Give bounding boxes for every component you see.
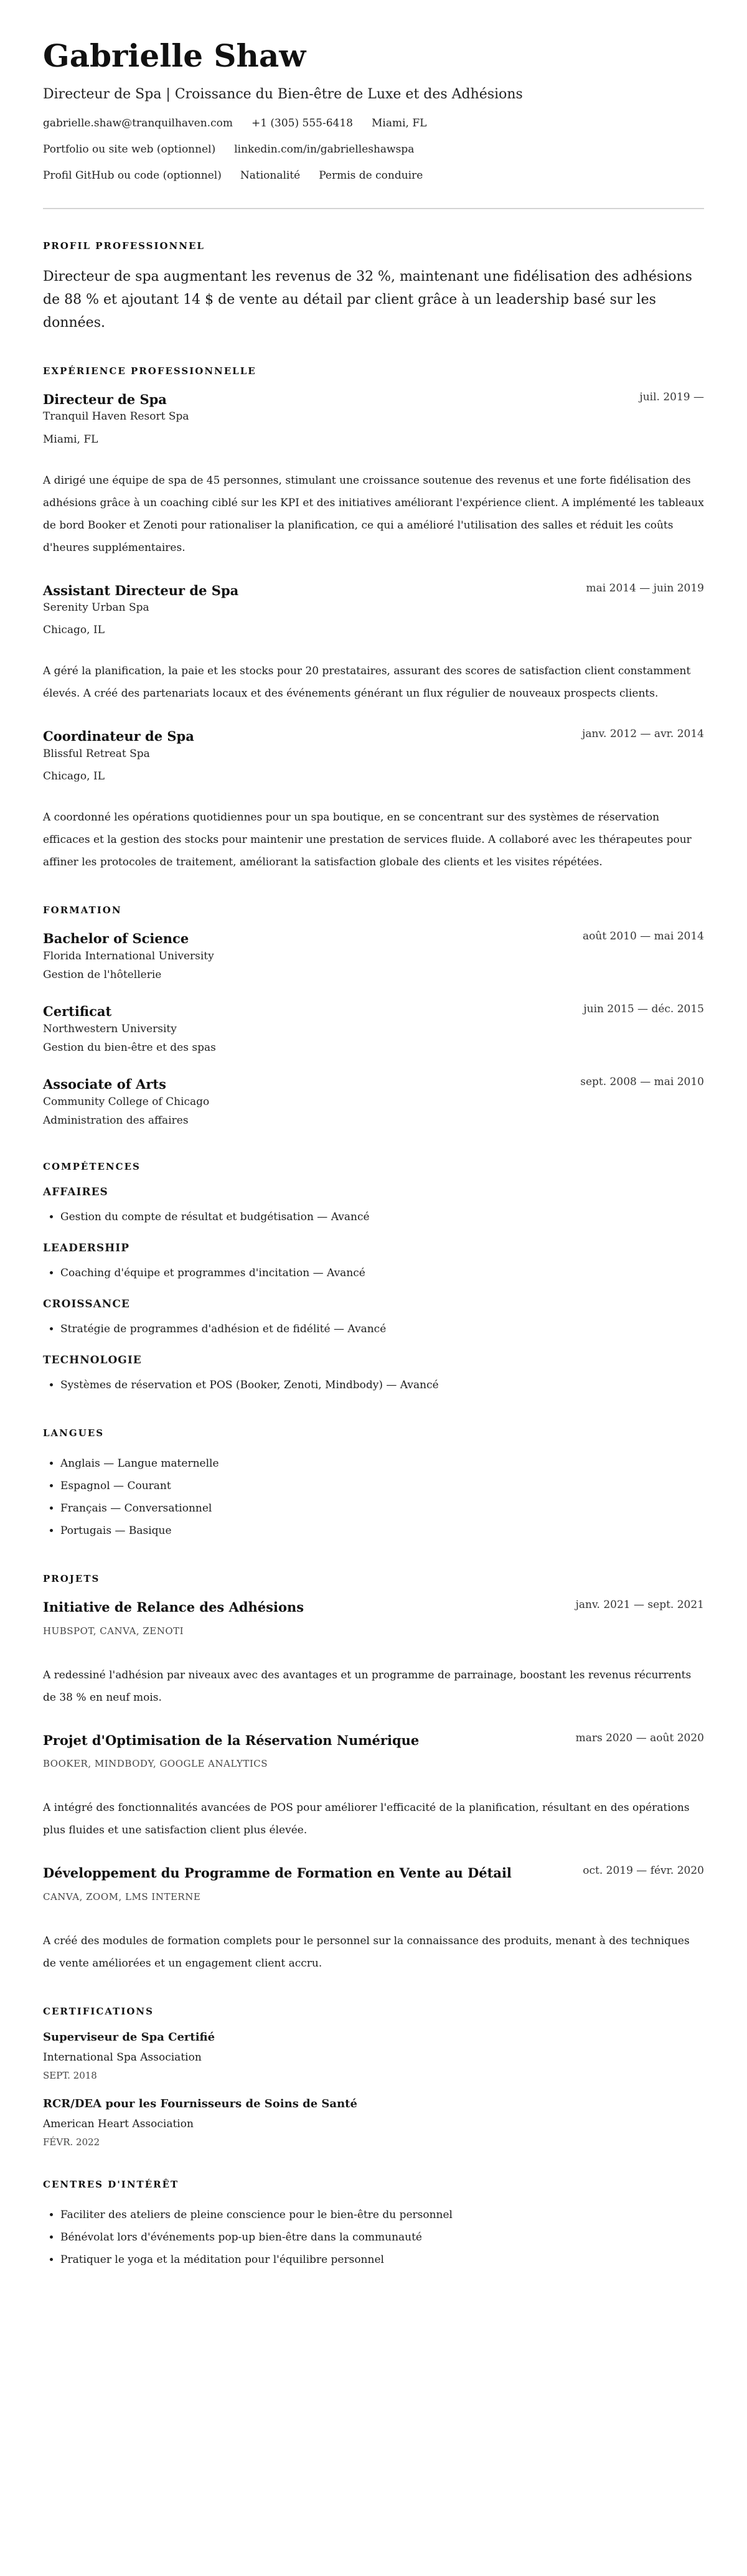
section-title: CENTRES D'INTÉRÊT <box>43 2178 179 2190</box>
contact-info <box>43 117 704 182</box>
certification-issuer: American Heart Association <box>43 2117 194 2130</box>
entry-header <box>43 1598 704 1616</box>
skill-items <box>43 1206 704 1228</box>
certification-date: SEPT. 2018 <box>43 2069 97 2081</box>
entry-header <box>43 1731 704 1749</box>
project-dates: oct. 2019 — févr. 2020 <box>583 1864 704 1878</box>
skill-category: TECHNOLOGIE <box>43 1354 142 1367</box>
education-entry <box>43 929 704 985</box>
interest-item: • Bénévolat lors d'événements pop-up bien-être dans la communauté <box>60 2226 704 2249</box>
degree: Certificat <box>43 1003 112 1019</box>
section-title: PROFIL PROFESSIONNEL <box>43 240 205 251</box>
section-title: EXPÉRIENCE PROFESSIONNELLE <box>43 365 256 377</box>
experience-entry <box>43 727 704 873</box>
experience-list <box>43 390 704 873</box>
education-dates: août 2010 — mai 2014 <box>583 929 704 942</box>
skill-category: CROISSANCE <box>43 1298 130 1311</box>
section-title: LANGUES <box>43 1427 105 1439</box>
project-description: A intégré des fonctionnalités avancées de POS pour améliorer l'efficacité de la planification, résultant en des opérations plus fluides et une satisfaction client plus élevée. <box>43 1802 690 1837</box>
field-of-study: Administration des affaires <box>43 1114 189 1127</box>
section-title: FORMATION <box>43 904 122 916</box>
contact-item: Profil GitHub ou code (optionnel) <box>43 169 222 182</box>
experience-entry <box>43 581 704 705</box>
contact-item: Portfolio ou site web (optionnel) <box>43 143 216 156</box>
education-list <box>43 929 704 1131</box>
contact-item: +1 (305) 555-6418 <box>251 117 353 129</box>
company-name: Serenity Urban Spa <box>43 601 149 614</box>
school-name: Florida International University <box>43 950 214 963</box>
job-title: Directeur de Spa <box>43 392 167 407</box>
education-entry <box>43 1075 704 1131</box>
project-description: A créé des modules de formation complets pour le personnel sur la connaissance des produits, menant à des techniques de vente améliorées et un engagement client accru. <box>43 1934 690 1970</box>
experience-entry <box>43 390 704 559</box>
skill-items <box>43 1374 704 1396</box>
certification-issuer: International Spa Association <box>43 2051 202 2064</box>
job-dates: juil. 2019 — <box>639 391 704 403</box>
entry-header <box>43 390 704 408</box>
contact-row <box>43 169 704 182</box>
skill-item: • Stratégie de programmes d'adhésion et de fidélité — Avancé <box>60 1318 704 1340</box>
project-technologies: CANVA, ZOOM, LMS INTERNE <box>43 1891 201 1902</box>
job-title: Assistant Directeur de Spa <box>43 582 239 598</box>
candidate-name: Gabrielle Shaw <box>43 37 306 74</box>
language-item: • Espagnol — Courant <box>60 1475 704 1497</box>
project-technologies: BOOKER, MINDBODY, GOOGLE ANALYTICS <box>43 1758 268 1770</box>
education-dates: juin 2015 — déc. 2015 <box>583 1002 704 1015</box>
contact-item: Miami, FL <box>372 117 427 129</box>
skills-list <box>43 1186 704 1396</box>
language-item: • Français — Conversationnel <box>60 1497 704 1520</box>
projects-list <box>43 1598 704 1974</box>
section-title: COMPÉTENCES <box>43 1161 141 1173</box>
certification-entry <box>43 2097 704 2148</box>
certification-date: FÉVR. 2022 <box>43 2136 100 2148</box>
skill-item: • Coaching d'équipe et programmes d'incitation — Avancé <box>60 1262 704 1284</box>
field-of-study: Gestion du bien-être et des spas <box>43 1041 216 1054</box>
project-dates: mars 2020 — août 2020 <box>575 1731 704 1744</box>
contact-row <box>43 143 704 156</box>
profile-section <box>43 240 704 334</box>
contact-item: linkedin.com/in/gabrielleshawspa <box>234 143 415 156</box>
certification-entry <box>43 2031 704 2081</box>
skills-section <box>43 1161 704 1396</box>
skill-category: AFFAIRES <box>43 1186 108 1199</box>
contact-item: gabrielle.shaw@tranquilhaven.com <box>43 117 233 129</box>
contact-item: Nationalité <box>240 169 301 182</box>
interest-item: • Pratiquer le yoga et la méditation pour l'équilibre personnel <box>60 2249 704 2271</box>
certification-name: Superviseur de Spa Certifié <box>43 2030 215 2044</box>
experience-section <box>43 365 704 873</box>
degree: Associate of Arts <box>43 1076 166 1092</box>
entry-header <box>43 727 704 745</box>
project-dates: janv. 2021 — sept. 2021 <box>575 1599 704 1612</box>
language-item: • Anglais — Langue maternelle <box>60 1452 704 1475</box>
skill-category: LEADERSHIP <box>43 1242 130 1255</box>
education-entry <box>43 1002 704 1058</box>
company-name: Blissful Retreat Spa <box>43 747 150 760</box>
education-dates: sept. 2008 — mai 2010 <box>580 1075 704 1088</box>
job-location: Miami, FL <box>43 433 98 446</box>
project-title: Initiative de Relance des Adhésions <box>43 1599 304 1615</box>
project-entry <box>43 1731 704 1841</box>
field-of-study: Gestion de l'hôtellerie <box>43 968 162 981</box>
job-description: A géré la planification, la paie et les stocks pour 20 prestataires, assurant des scores de satisfaction client constamment élevés. A créé des partenariats locaux et des événements générant un flux régulier de nouveaux prospects clients. <box>43 665 691 700</box>
job-dates: mai 2014 — juin 2019 <box>586 581 704 595</box>
school-name: Community College of Chicago <box>43 1095 210 1108</box>
job-location: Chicago, IL <box>43 769 105 783</box>
skill-items <box>43 1318 704 1340</box>
languages-section <box>43 1427 704 1542</box>
project-title: Développement du Programme de Formation en Vente au Détail <box>43 1865 512 1881</box>
certifications-section <box>43 2006 704 2148</box>
school-name: Northwestern University <box>43 1023 177 1036</box>
entry-header <box>43 581 704 599</box>
project-technologies: HUBSPOT, CANVA, ZENOTI <box>43 1625 184 1637</box>
resume-header <box>43 39 704 182</box>
language-item: • Portugais — Basique <box>60 1520 704 1542</box>
interests-list <box>43 2204 704 2271</box>
project-entry <box>43 1864 704 1974</box>
languages-list <box>43 1452 704 1542</box>
skill-items <box>43 1262 704 1284</box>
entry-header <box>43 1002 704 1020</box>
entry-header <box>43 1075 704 1093</box>
interests-section <box>43 2179 704 2271</box>
certifications-list <box>43 2031 704 2148</box>
job-description: A dirigé une équipe de spa de 45 personnes, stimulant une croissance soutenue des revenus et une forte fidélisation des adhésions grâce à un coaching ciblé sur les KPI et des initiatives améliorant l'expérience client. A implémenté les tableaux de bord Booker et Zenoti pour rationaliser la planification, ce qui a amélioré l'utilisation des salles et réduit les coûts d'heures supplémentaires. <box>43 474 704 554</box>
entry-header <box>43 1864 704 1882</box>
project-entry <box>43 1598 704 1708</box>
skill-item: • Gestion du compte de résultat et budgétisation — Avancé <box>60 1206 704 1228</box>
job-description: A coordonné les opérations quotidiennes pour un spa boutique, en se concentrant sur des systèmes de réservation efficaces et la gestion des stocks pour maintenir une prestation de services fluide. A collaboré avec les thérapeutes pour affiner les protocoles de traitement, améliorant la satisfaction globale des clients et les visites répétées. <box>43 811 692 868</box>
contact-item: Permis de conduire <box>319 169 423 182</box>
education-section <box>43 905 704 1131</box>
entry-header <box>43 929 704 947</box>
skill-item: • Systèmes de réservation et POS (Booker, Zenoti, Mindbody) — Avancé <box>60 1374 704 1396</box>
job-title: Coordinateur de Spa <box>43 728 194 745</box>
header-divider <box>43 208 704 209</box>
section-title: PROJETS <box>43 1573 100 1585</box>
projects-section <box>43 1573 704 1974</box>
profile-summary: Directeur de spa augmentant les revenus de 32 %, maintenant une fidélisation des adhésions de 88 % et ajoutant 14 $ de vente au détail par client grâce à un leadership basé sur les données. <box>43 269 692 331</box>
project-description: A redessiné l'adhésion par niveaux avec des avantages et un programme de parrainage, boostant les revenus récurrents de 38 % en neuf mois. <box>43 1668 692 1704</box>
section-title: CERTIFICATIONS <box>43 2005 154 2017</box>
job-dates: janv. 2012 — avr. 2014 <box>582 728 704 741</box>
certification-name: RCR/DEA pour les Fournisseurs de Soins de Santé <box>43 2097 357 2110</box>
degree: Bachelor of Science <box>43 930 189 946</box>
contact-row <box>43 117 704 129</box>
project-title: Projet d'Optimisation de la Réservation Numérique <box>43 1732 420 1748</box>
headline: Directeur de Spa | Croissance du Bien-être de Luxe et des Adhésions <box>43 87 523 102</box>
job-location: Chicago, IL <box>43 624 105 637</box>
interest-item: • Faciliter des ateliers de pleine conscience pour le bien-être du personnel <box>60 2204 704 2226</box>
company-name: Tranquil Haven Resort Spa <box>43 410 189 423</box>
